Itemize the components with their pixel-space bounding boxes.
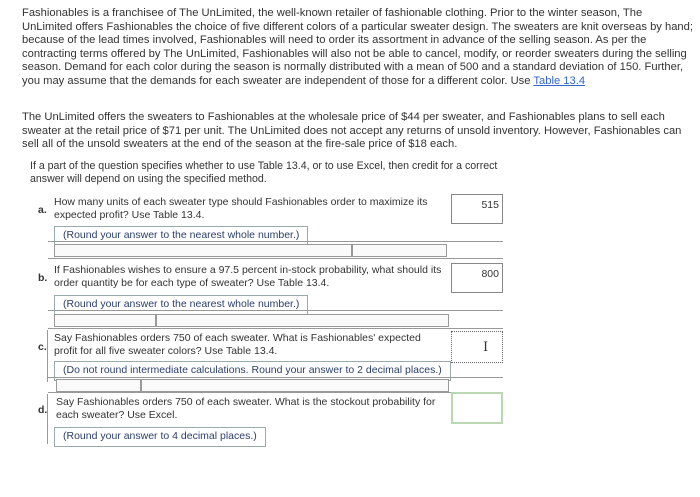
question-a-answer-input[interactable]: 515 xyxy=(451,194,503,224)
question-d-text: Say Fashionables orders 750 of each sweater. What is the stockout probability for each sweater? Use Excel. xyxy=(56,396,436,422)
question-a-bottom-line xyxy=(48,258,503,259)
question-d-letter: d. xyxy=(38,404,48,416)
question-b-letter: b. xyxy=(38,272,48,284)
text-cursor-icon: I xyxy=(483,340,489,355)
instruction-note: If a part of the question specifies whether to use Table 13.4, or to use Excel, then credit for a correct answer will depend on using the specified method. xyxy=(30,160,498,186)
question-b-hint: (Round your answer to the nearest whole number.) xyxy=(54,295,308,315)
table-13-4-link[interactable]: Table 13.4 xyxy=(533,74,586,87)
question-a-hint: (Round your answer to the nearest whole number.) xyxy=(54,226,308,246)
question-c-strip-right xyxy=(141,379,449,392)
question-a-strip xyxy=(54,244,352,257)
question-c-text: Say Fashionables orders 750 of each sweater. What is Fashionables' expected profit for all five sweater colors? Use Table 13.4. xyxy=(54,332,421,358)
question-d-hint: (Round your answer to 4 decimal places.) xyxy=(54,427,266,447)
question-b-answer-input[interactable]: 800 xyxy=(451,263,503,293)
question-b-text: If Fashionables wishes to ensure a 97.5 percent in-stock probability, what should its order quantity be for each type of sweater? Use Table 13.4. xyxy=(54,264,442,290)
question-c-divider xyxy=(48,377,503,378)
question-a-divider xyxy=(48,241,503,242)
question-c-bottom-line xyxy=(48,392,503,393)
question-a-strip-right xyxy=(352,244,447,257)
question-c-letter: c. xyxy=(38,341,47,353)
problem-paragraph-1-text: Fashionables is a franchisee of The UnLimited, the well-known retailer of fashionable clothing. Prior to the winter season, The UnLimited offers Fashionables the choice of five different colors of a particular sweater design. The sweaters are knit overseas by hand; because of the lead times involved, Fashionables will need to order its assortment in advance of the selling season. As per the contracting terms offered by The UnLimited, Fashionables will also not be able to cancel, modify, or reorder sweaters during the selling season. Demand for each color during the season is normally distributed with a mean of 500 and a standard deviation of 150. Further, you may assume that the demands for each sweater are independent of those for a different color. Use xyxy=(22,7,693,87)
question-c-answer-input[interactable] xyxy=(451,331,503,363)
problem-paragraph-1 xyxy=(22,7,694,89)
question-b-divider xyxy=(48,310,503,311)
question-b-strip-right xyxy=(156,314,449,327)
question-c-left-line xyxy=(47,330,48,382)
question-d-left-line xyxy=(47,394,48,444)
problem-paragraph-2: The UnLimited offers the sweaters to Fashionables at the wholesale price of $44 per sweater, and Fashionables plans to sell each sweater at the retail price of $71 per unit. The UnLimited does not accept any returns of unsold inventory. However, Fashionables can sell all of the unsold sweaters at the end of the season at the fire-sale price of $18 each. xyxy=(22,111,682,151)
question-c-strip xyxy=(56,379,141,392)
question-d-answer-input[interactable] xyxy=(451,392,503,424)
question-b-strip xyxy=(54,314,156,327)
question-a-letter: a. xyxy=(38,204,47,216)
question-c-hint: (Do not round intermediate calculations. Round your answer to 2 decimal places.) xyxy=(54,361,451,381)
question-b-bottom-line xyxy=(48,328,503,329)
question-a-text: How many units of each sweater type should Fashionables order to maximize its expected profit? Use Table 13.4. xyxy=(54,196,428,222)
